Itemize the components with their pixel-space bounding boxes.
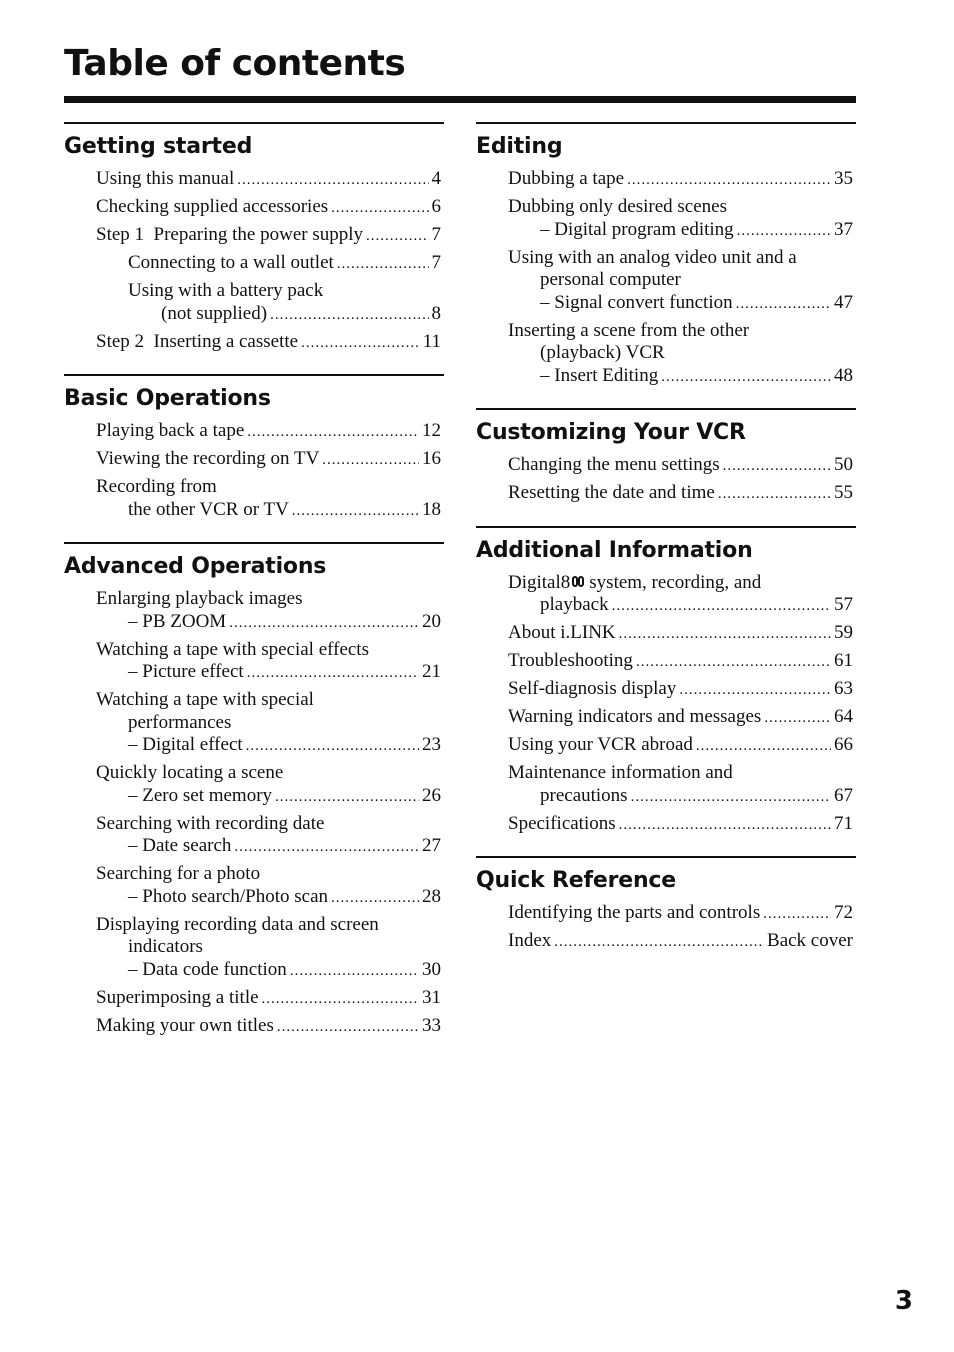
toc-entry[interactable]	[508, 572, 853, 618]
entry-page: 72	[834, 902, 853, 923]
dot-leader	[718, 483, 831, 506]
entry-lead: Displaying recording data and screen	[96, 913, 379, 935]
dot-leader	[366, 225, 428, 248]
entry-text: Specifications	[508, 812, 616, 834]
toc-entry[interactable]	[96, 168, 441, 192]
dot-leader	[275, 786, 419, 809]
title-rule	[64, 96, 856, 103]
toc-entry[interactable]	[96, 196, 441, 220]
entry-text: (not supplied)	[161, 302, 268, 324]
entry-lead: Maintenance information and	[508, 762, 733, 783]
entry-lead-continued: indicators	[128, 936, 203, 957]
entry-text: – Picture effect	[128, 661, 244, 682]
entry-page: Back cover	[767, 930, 853, 951]
entry-text: Viewing the recording on TV	[96, 448, 320, 469]
toc-entry[interactable]	[508, 813, 853, 837]
toc-entry[interactable]	[96, 331, 441, 355]
toc-entry[interactable]	[96, 689, 441, 758]
dot-leader	[322, 449, 419, 472]
entry-text: About i.LINK	[508, 622, 616, 643]
section-quick-reference	[476, 856, 856, 954]
entry-text: – Data code function	[128, 958, 287, 980]
digital8-logo-icon	[572, 575, 586, 589]
entry-page: 4	[431, 168, 441, 189]
entry-page: 47	[834, 291, 853, 313]
section-heading: Additional Information	[476, 537, 753, 563]
toc-entry[interactable]	[508, 454, 853, 478]
dot-leader	[337, 253, 429, 276]
entry-lead-continued: personal computer	[540, 269, 681, 290]
entry-lead: Inserting a scene from the other	[508, 319, 750, 341]
toc-subentry[interactable]	[96, 280, 441, 326]
entry-text: Checking supplied accessories	[96, 196, 329, 217]
entry-page: 55	[834, 482, 853, 503]
section-heading: Basic Operations	[64, 386, 271, 411]
entry-page: 30	[422, 958, 441, 980]
entry-text: – Zero set memory	[128, 784, 273, 806]
entry-lead: Searching for a photo	[96, 863, 261, 884]
toc-entry[interactable]	[508, 196, 853, 242]
dot-leader	[723, 455, 831, 478]
dot-leader	[247, 662, 419, 685]
entry-text: – Photo search/Photo scan	[128, 885, 329, 907]
dot-leader	[290, 960, 419, 983]
dot-leader	[554, 931, 764, 954]
entry-page: 71	[834, 812, 853, 834]
dot-leader	[331, 197, 428, 220]
dot-leader	[631, 786, 831, 809]
dot-leader	[679, 679, 831, 702]
entry-text: Changing the menu settings	[508, 454, 720, 475]
entry-text: Self-diagnosis display	[508, 678, 677, 699]
dot-leader	[763, 903, 831, 926]
dot-leader	[627, 169, 831, 192]
dot-leader	[301, 332, 420, 355]
entry-text: precautions	[540, 784, 628, 806]
section-heading: Editing	[476, 134, 563, 159]
toc-entry[interactable]	[508, 678, 853, 702]
dot-leader	[612, 595, 831, 618]
entry-page: 23	[422, 734, 441, 755]
entry-text: Step 1 Preparing the power supply	[96, 224, 364, 245]
entry-lead: Quickly locating a scene	[96, 762, 284, 783]
entry-page: 8	[431, 302, 441, 324]
toc-entry[interactable]	[96, 813, 441, 859]
toc-entry[interactable]	[508, 930, 853, 954]
entry-text: – Digital program editing	[540, 218, 734, 240]
dot-leader	[237, 169, 428, 192]
section-advanced-operations	[64, 542, 444, 1038]
dot-leader	[696, 735, 831, 758]
entry-lead: Watching a tape with special effects	[96, 638, 369, 660]
toc-entry[interactable]	[508, 762, 853, 808]
toc-entry[interactable]	[508, 706, 853, 730]
dot-leader	[737, 220, 831, 243]
entry-lead: Using with a battery pack	[128, 280, 324, 301]
entry-page: 26	[422, 784, 441, 806]
toc-entry[interactable]	[508, 482, 853, 506]
toc-entry[interactable]	[96, 863, 441, 909]
dot-leader	[661, 366, 831, 389]
toc-entry[interactable]	[96, 762, 441, 808]
entry-text: Connecting to a wall outlet	[128, 252, 334, 273]
entry-lead: Watching a tape with special	[96, 689, 314, 710]
dot-leader	[292, 500, 419, 523]
toc-entry[interactable]	[96, 448, 441, 472]
section-heading: Getting started	[64, 134, 253, 159]
section-heading: Advanced Operations	[64, 554, 327, 579]
entry-lead: Dubbing only desired scenes	[508, 196, 727, 217]
toc-entry[interactable]	[508, 168, 853, 192]
dot-leader	[262, 988, 419, 1011]
entry-text: Identifying the parts and controls	[508, 902, 761, 923]
entry-text: – Signal convert function	[540, 291, 733, 313]
entry-text: Index	[508, 930, 552, 951]
entry-text: Playing back a tape	[96, 420, 245, 441]
toc-entry[interactable]	[96, 914, 441, 983]
entry-text: Step 2 Inserting a cassette	[96, 330, 299, 352]
dot-leader	[277, 1016, 419, 1039]
toc-entry[interactable]	[96, 639, 441, 685]
entry-page: 48	[834, 364, 853, 386]
toc-entry[interactable]	[508, 247, 853, 316]
toc-entry[interactable]	[508, 320, 853, 389]
toc-entry[interactable]	[96, 420, 441, 444]
toc-entry[interactable]	[96, 588, 441, 634]
entry-text: – PB ZOOM	[128, 610, 227, 632]
entry-text: Troubleshooting	[508, 650, 633, 671]
page-number: 3	[894, 1286, 913, 1316]
entry-text: – Date search	[128, 835, 232, 856]
entry-text: – Digital effect	[128, 734, 243, 755]
dot-leader	[736, 293, 831, 316]
entry-lead-continued: (playback) VCR	[540, 342, 665, 363]
entry-page: 27	[422, 835, 441, 856]
dot-leader	[270, 304, 428, 327]
entry-lead-part: Digital8	[508, 571, 571, 593]
entry-page: 21	[422, 661, 441, 682]
entry-page: 7	[431, 224, 441, 245]
toc-entry[interactable]	[508, 734, 853, 758]
entry-page: 59	[834, 622, 853, 643]
toc-subentry[interactable]	[96, 252, 441, 276]
entry-text: the other VCR or TV	[128, 498, 289, 520]
entry-page: 35	[834, 168, 853, 189]
dot-leader	[619, 623, 831, 646]
entry-lead	[508, 572, 853, 595]
toc-entry[interactable]	[508, 902, 853, 926]
dot-leader	[229, 612, 419, 635]
entry-page: 7	[431, 252, 441, 273]
section-additional-information	[476, 526, 856, 837]
dot-leader	[246, 735, 419, 758]
entry-page: 6	[431, 196, 441, 217]
section-heading: Customizing Your VCR	[476, 420, 746, 445]
dot-leader	[619, 814, 831, 837]
entry-page: 31	[422, 986, 441, 1008]
toc-entry[interactable]	[96, 476, 441, 522]
entry-page: 20	[422, 610, 441, 632]
entry-page: 63	[834, 678, 853, 699]
entry-text: Warning indicators and messages	[508, 706, 762, 727]
toc-entry[interactable]	[96, 224, 441, 248]
entry-text: – Insert Editing	[540, 364, 659, 386]
entry-page: 12	[422, 420, 441, 441]
entry-page: 50	[834, 454, 853, 475]
entry-text: Superimposing a title	[96, 986, 259, 1008]
dot-leader	[636, 651, 831, 674]
entry-page: 16	[422, 448, 441, 469]
dot-leader	[247, 421, 419, 444]
entry-page: 57	[834, 594, 853, 615]
entry-text: playback	[540, 594, 609, 615]
entry-text: Using this manual	[96, 168, 235, 189]
entry-text: Dubbing a tape	[508, 168, 625, 189]
toc-entry[interactable]	[508, 650, 853, 674]
entry-page: 28	[422, 885, 441, 907]
toc-entry[interactable]	[96, 1015, 441, 1039]
entry-lead: Recording from	[96, 476, 217, 497]
entry-page: 66	[834, 734, 853, 755]
dot-leader	[764, 707, 831, 730]
entry-page: 64	[834, 706, 853, 727]
entry-text: Using your VCR abroad	[508, 734, 693, 755]
dot-leader	[331, 887, 419, 910]
entry-lead: Searching with recording date	[96, 812, 325, 834]
entry-page: 33	[422, 1014, 441, 1036]
entry-page: 37	[834, 218, 853, 240]
right-column	[476, 122, 856, 974]
section-editing	[476, 122, 856, 388]
entry-lead-continued: performances	[128, 711, 232, 733]
section-heading: Quick Reference	[476, 868, 676, 893]
entry-text: Resetting the date and time	[508, 482, 715, 503]
entry-text: Making your own titles	[96, 1014, 274, 1036]
left-column	[64, 122, 444, 1058]
toc-entry[interactable]	[508, 622, 853, 646]
toc-entry[interactable]	[96, 987, 441, 1011]
entry-lead: Enlarging playback images	[96, 588, 303, 609]
entry-lead-part: system, recording, and	[589, 571, 762, 593]
entry-page: 11	[422, 330, 441, 352]
entry-lead: Using with an analog video unit and a	[508, 246, 797, 268]
entry-page: 61	[834, 650, 853, 671]
entry-page: 18	[422, 498, 441, 520]
page-title: Table of contents	[64, 43, 406, 84]
section-getting-started	[64, 122, 444, 354]
section-basic-operations	[64, 374, 444, 522]
entry-page: 67	[834, 784, 853, 806]
dot-leader	[234, 836, 419, 859]
section-customizing	[476, 408, 856, 506]
